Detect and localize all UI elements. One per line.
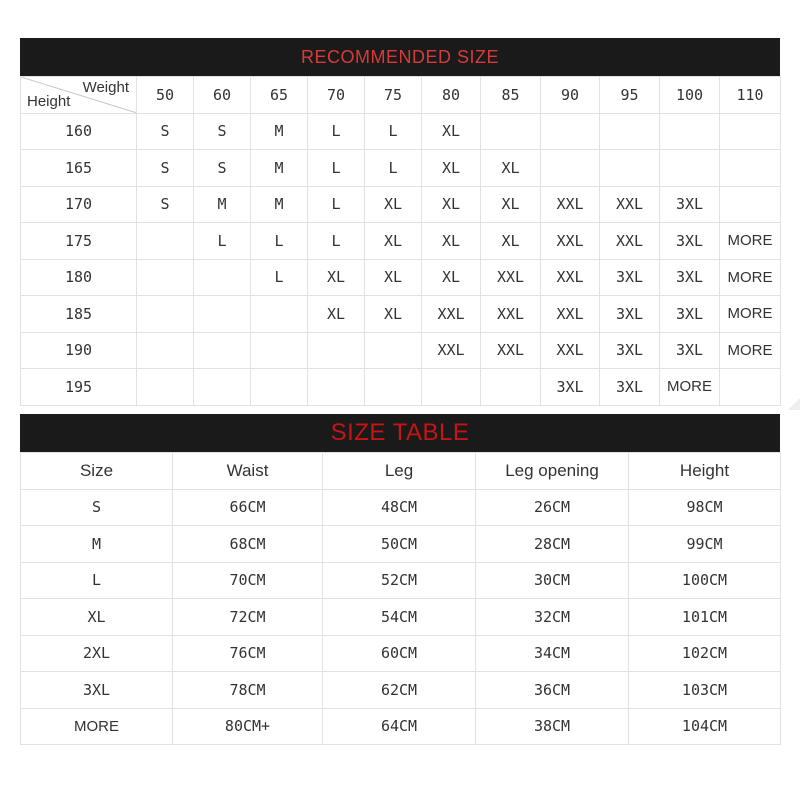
measurement-cell: XL — [21, 599, 173, 636]
measurement-cell: L — [21, 562, 173, 599]
table-row — [21, 332, 781, 369]
weight-header-cell: 90 — [541, 77, 600, 114]
height-axis-label: Height — [27, 92, 71, 110]
size-cell: M — [251, 113, 308, 150]
size-cell: S — [194, 113, 251, 150]
measurement-cell: M — [21, 526, 173, 563]
recommended-size-title: RECOMMENDED SIZE — [300, 46, 499, 67]
height-cell: 175 — [21, 223, 137, 260]
recommended-size-table — [20, 76, 781, 406]
size-cell: 3XL — [600, 369, 660, 406]
size-cell: XXL — [541, 332, 600, 369]
size-cell: XL — [422, 223, 481, 260]
measurement-cell: 48CM — [323, 489, 476, 526]
size-cell: M — [251, 150, 308, 187]
size-cell — [194, 332, 251, 369]
size-table — [20, 452, 781, 745]
size-cell: L — [308, 113, 365, 150]
size-cell — [660, 150, 720, 187]
size-cell — [720, 150, 781, 187]
size-cell: XL — [422, 186, 481, 223]
size-cell: 3XL — [660, 223, 720, 260]
table-row — [21, 150, 781, 187]
size-cell — [600, 113, 660, 150]
size-cell — [137, 332, 194, 369]
size-cell: 3XL — [660, 296, 720, 333]
size-cell: 3XL — [660, 332, 720, 369]
measurement-cell: S — [21, 489, 173, 526]
measurement-cell: 78CM — [173, 672, 323, 709]
measurement-cell: 72CM — [173, 599, 323, 636]
size-table-header-cell: Leg — [323, 453, 476, 490]
size-cell: 3XL — [541, 369, 600, 406]
size-cell: XL — [481, 150, 541, 187]
size-cell: M — [251, 186, 308, 223]
size-cell — [194, 369, 251, 406]
size-cell: XXL — [481, 259, 541, 296]
size-cell — [194, 296, 251, 333]
measurement-cell: 52CM — [323, 562, 476, 599]
size-cell: MORE — [720, 332, 781, 369]
measurement-cell: 70CM — [173, 562, 323, 599]
measurement-cell: 101CM — [629, 599, 781, 636]
measurement-cell: 102CM — [629, 635, 781, 672]
size-cell: L — [308, 186, 365, 223]
measurement-cell: 80CM+ — [173, 708, 323, 745]
height-cell: 165 — [21, 150, 137, 187]
size-cell — [720, 369, 781, 406]
size-cell: MORE — [720, 223, 781, 260]
size-table-header-cell: Waist — [173, 453, 323, 490]
size-cell: S — [137, 150, 194, 187]
table-row — [21, 296, 781, 333]
weight-header-cell: 50 — [137, 77, 194, 114]
size-cell: XL — [481, 186, 541, 223]
height-cell: 180 — [21, 259, 137, 296]
weight-axis-label: Weight — [82, 79, 129, 96]
size-cell: L — [365, 113, 422, 150]
size-cell — [365, 332, 422, 369]
size-cell: XL — [481, 223, 541, 260]
size-cell: XL — [365, 186, 422, 223]
size-cell — [137, 259, 194, 296]
table-row — [21, 113, 781, 150]
size-cell — [481, 369, 541, 406]
measurement-cell: 3XL — [21, 672, 173, 709]
size-cell: XL — [308, 259, 365, 296]
size-cell: XXL — [481, 296, 541, 333]
measurement-cell: 66CM — [173, 489, 323, 526]
size-cell: XXL — [541, 186, 600, 223]
corner-decoration-icon — [788, 398, 800, 410]
measurement-cell: 30CM — [476, 562, 629, 599]
size-cell: XL — [365, 296, 422, 333]
table-corner-cell — [21, 77, 137, 114]
measurement-cell: 34CM — [476, 635, 629, 672]
height-cell: 170 — [21, 186, 137, 223]
weight-header-row — [21, 77, 781, 114]
size-cell — [137, 223, 194, 260]
table-row — [21, 599, 781, 636]
size-cell: L — [308, 150, 365, 187]
size-cell: L — [308, 223, 365, 260]
measurement-cell: 62CM — [323, 672, 476, 709]
size-cell: XXL — [422, 332, 481, 369]
measurement-cell: 50CM — [323, 526, 476, 563]
size-cell: S — [194, 150, 251, 187]
size-cell: XL — [365, 223, 422, 260]
size-cell: L — [251, 259, 308, 296]
measurement-cell: 99CM — [629, 526, 781, 563]
table-row — [21, 526, 781, 563]
weight-header-cell: 75 — [365, 77, 422, 114]
size-cell — [481, 113, 541, 150]
measurement-cell: 68CM — [173, 526, 323, 563]
size-cell: L — [251, 223, 308, 260]
size-table-banner — [20, 414, 780, 452]
measurement-cell: 98CM — [629, 489, 781, 526]
size-cell — [251, 296, 308, 333]
size-cell — [137, 296, 194, 333]
weight-header-cell: 95 — [600, 77, 660, 114]
measurement-cell: 26CM — [476, 489, 629, 526]
size-cell: MORE — [660, 369, 720, 406]
weight-header-cell: 70 — [308, 77, 365, 114]
size-cell: S — [137, 186, 194, 223]
measurement-cell: 64CM — [323, 708, 476, 745]
size-cell — [308, 332, 365, 369]
size-cell: M — [194, 186, 251, 223]
table-row — [21, 489, 781, 526]
size-cell — [422, 369, 481, 406]
size-cell: XL — [422, 259, 481, 296]
measurement-cell: 54CM — [323, 599, 476, 636]
height-cell: 195 — [21, 369, 137, 406]
size-cell: XL — [422, 113, 481, 150]
weight-header-cell: 85 — [481, 77, 541, 114]
size-cell: XL — [308, 296, 365, 333]
measurement-cell: 2XL — [21, 635, 173, 672]
height-cell: 190 — [21, 332, 137, 369]
height-cell: 185 — [21, 296, 137, 333]
size-cell: S — [137, 113, 194, 150]
size-table-header-row — [21, 453, 781, 490]
size-cell: XXL — [600, 223, 660, 260]
size-cell: L — [365, 150, 422, 187]
size-cell — [720, 113, 781, 150]
table-row — [21, 672, 781, 709]
size-cell: MORE — [720, 296, 781, 333]
measurement-cell: 36CM — [476, 672, 629, 709]
weight-header-cell: 80 — [422, 77, 481, 114]
weight-header-cell: 60 — [194, 77, 251, 114]
size-cell — [541, 113, 600, 150]
size-cell: XXL — [422, 296, 481, 333]
weight-header-cell: 110 — [720, 77, 781, 114]
size-cell: XL — [422, 150, 481, 187]
size-cell: L — [194, 223, 251, 260]
size-cell: 3XL — [600, 332, 660, 369]
table-row — [21, 186, 781, 223]
size-cell: XXL — [541, 259, 600, 296]
size-cell — [541, 150, 600, 187]
size-table-header-cell: Leg opening — [476, 453, 629, 490]
table-row — [21, 708, 781, 745]
size-table-header-cell: Height — [629, 453, 781, 490]
measurement-cell: 76CM — [173, 635, 323, 672]
size-cell — [720, 186, 781, 223]
size-cell — [308, 369, 365, 406]
size-cell: XXL — [600, 186, 660, 223]
size-table-title: SIZE TABLE — [330, 419, 470, 446]
size-cell: 3XL — [600, 259, 660, 296]
size-cell: XXL — [541, 223, 600, 260]
measurement-cell: 100CM — [629, 562, 781, 599]
table-row — [21, 635, 781, 672]
table-row — [21, 223, 781, 260]
size-cell — [251, 332, 308, 369]
size-cell: 3XL — [600, 296, 660, 333]
size-table-header-cell: Size — [21, 453, 173, 490]
size-cell — [600, 150, 660, 187]
table-row — [21, 369, 781, 406]
recommended-size-banner — [20, 38, 780, 76]
measurement-cell: 38CM — [476, 708, 629, 745]
measurement-cell: MORE — [21, 708, 173, 745]
size-cell — [137, 369, 194, 406]
size-cell: MORE — [720, 259, 781, 296]
size-cell: 3XL — [660, 259, 720, 296]
size-cell — [194, 259, 251, 296]
height-cell: 160 — [21, 113, 137, 150]
measurement-cell: 32CM — [476, 599, 629, 636]
size-cell: XL — [365, 259, 422, 296]
measurement-cell: 60CM — [323, 635, 476, 672]
measurement-cell: 104CM — [629, 708, 781, 745]
size-cell: 3XL — [660, 186, 720, 223]
size-cell — [251, 369, 308, 406]
size-cell — [365, 369, 422, 406]
table-row — [21, 259, 781, 296]
weight-header-cell: 65 — [251, 77, 308, 114]
weight-header-cell: 100 — [660, 77, 720, 114]
measurement-cell: 28CM — [476, 526, 629, 563]
size-cell: XXL — [541, 296, 600, 333]
size-cell — [660, 113, 720, 150]
size-cell: XXL — [481, 332, 541, 369]
table-row — [21, 562, 781, 599]
measurement-cell: 103CM — [629, 672, 781, 709]
